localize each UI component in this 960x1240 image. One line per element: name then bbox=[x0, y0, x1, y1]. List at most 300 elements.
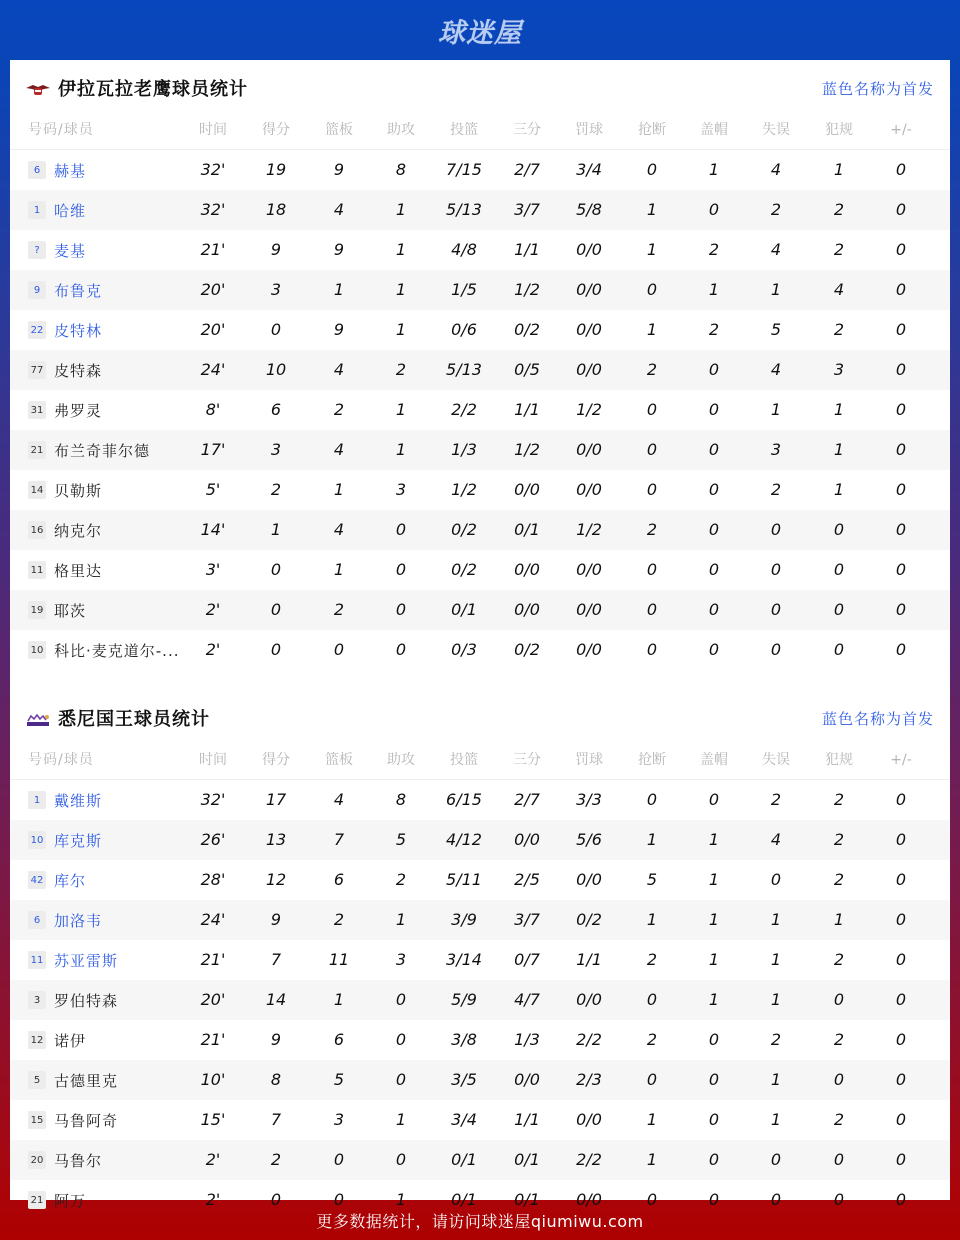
stat-free-throws: 2/3 bbox=[576, 1070, 602, 1089]
stat-turnovers: 2 bbox=[770, 1030, 782, 1049]
jersey-number-badge: 10 bbox=[28, 641, 46, 659]
player-cell[interactable] bbox=[28, 820, 198, 860]
stat-steals: 0 bbox=[646, 640, 658, 659]
table-row[interactable] bbox=[10, 270, 950, 310]
player-name[interactable]: 马鲁尔 bbox=[54, 1151, 103, 1170]
stat-minutes: 14' bbox=[200, 520, 226, 539]
stat-three-pointers: 0/0 bbox=[514, 600, 540, 619]
player-stats-table bbox=[10, 740, 950, 1220]
stat-free-throws: 5/8 bbox=[576, 200, 602, 219]
player-cell[interactable] bbox=[28, 430, 198, 470]
stat-three-pointers: 0/0 bbox=[514, 560, 540, 579]
stat-blocks: 0 bbox=[708, 600, 720, 619]
stat-rebounds: 0 bbox=[333, 1190, 345, 1209]
table-row[interactable] bbox=[10, 1100, 950, 1140]
stat-rebounds: 4 bbox=[333, 520, 345, 539]
jersey-number-badge: 14 bbox=[28, 481, 46, 499]
stat-blocks: 1 bbox=[708, 950, 720, 969]
stat-points: 3 bbox=[270, 440, 282, 459]
column-header-blocks: 盖帽 bbox=[700, 122, 728, 138]
player-cell[interactable] bbox=[28, 350, 198, 390]
stat-steals: 0 bbox=[646, 440, 658, 459]
stat-steals: 0 bbox=[646, 480, 658, 499]
stat-blocks: 1 bbox=[708, 280, 720, 299]
stat-turnovers: 1 bbox=[770, 280, 782, 299]
table-row[interactable] bbox=[10, 470, 950, 510]
table-row[interactable] bbox=[10, 900, 950, 940]
player-name[interactable]: 库尔 bbox=[54, 871, 87, 890]
footer-text[interactable]: 更多数据统计，请访问球迷屋qiumiwu.com bbox=[316, 1211, 644, 1231]
stat-assists: 0 bbox=[395, 600, 407, 619]
stat-blocks: 0 bbox=[708, 440, 720, 459]
player-cell[interactable] bbox=[28, 980, 198, 1020]
table-row[interactable] bbox=[10, 550, 950, 590]
stat-free-throws: 0/0 bbox=[576, 1110, 602, 1129]
jersey-number-badge: 6 bbox=[28, 161, 46, 179]
player-name[interactable]: 皮特林 bbox=[54, 321, 103, 340]
column-header-rebounds: 篮板 bbox=[325, 752, 353, 768]
stat-steals: 2 bbox=[646, 360, 658, 379]
stat-blocks: 0 bbox=[708, 560, 720, 579]
stat-steals: 1 bbox=[646, 1110, 658, 1129]
stat-turnovers: 2 bbox=[770, 200, 782, 219]
stat-points: 7 bbox=[270, 950, 282, 969]
stat-field-goals: 1/5 bbox=[451, 280, 477, 299]
stat-points: 0 bbox=[270, 320, 282, 339]
player-name[interactable]: 苏亚雷斯 bbox=[54, 951, 119, 970]
stat-points: 1 bbox=[270, 520, 282, 539]
player-cell[interactable] bbox=[28, 630, 198, 670]
table-row[interactable] bbox=[10, 820, 950, 860]
jersey-number-badge: ? bbox=[28, 241, 46, 259]
player-name[interactable]: 格里达 bbox=[54, 561, 103, 580]
stat-free-throws: 0/0 bbox=[576, 360, 602, 379]
team-logo-icon bbox=[26, 81, 50, 95]
table-row[interactable] bbox=[10, 1140, 950, 1180]
team-title bbox=[10, 705, 210, 731]
stat-field-goals: 5/9 bbox=[451, 990, 477, 1009]
stat-turnovers: 1 bbox=[770, 950, 782, 969]
stat-free-throws: 0/0 bbox=[576, 870, 602, 889]
jersey-number-badge: 11 bbox=[28, 561, 46, 579]
column-header-field-goals: 投篮 bbox=[450, 122, 478, 138]
stat-turnovers: 2 bbox=[770, 480, 782, 499]
jersey-number-badge: 9 bbox=[28, 281, 46, 299]
stat-steals: 1 bbox=[646, 240, 658, 259]
stat-fouls: 1 bbox=[833, 400, 845, 419]
player-name[interactable]: 库克斯 bbox=[54, 831, 103, 850]
stat-free-throws: 0/0 bbox=[576, 990, 602, 1009]
stat-field-goals: 3/5 bbox=[451, 1070, 477, 1089]
player-name[interactable]: 诺伊 bbox=[54, 1031, 87, 1050]
stat-assists: 1 bbox=[395, 440, 407, 459]
jersey-number-badge: 19 bbox=[28, 601, 46, 619]
starter-legend-note: 蓝色名称为首发 bbox=[821, 79, 934, 98]
brand-logo: 球迷屋 bbox=[438, 17, 522, 49]
stat-points: 10 bbox=[265, 360, 287, 379]
stat-fouls: 1 bbox=[833, 480, 845, 499]
stat-fouls: 2 bbox=[833, 200, 845, 219]
table-row[interactable] bbox=[10, 590, 950, 630]
player-cell[interactable] bbox=[28, 780, 198, 820]
stat-points: 0 bbox=[270, 560, 282, 579]
player-cell[interactable] bbox=[28, 270, 198, 310]
stat-blocks: 1 bbox=[708, 910, 720, 929]
stat-blocks: 0 bbox=[708, 400, 720, 419]
jersey-number-badge: 22 bbox=[28, 321, 46, 339]
stat-turnovers: 5 bbox=[770, 320, 782, 339]
stat-blocks: 0 bbox=[708, 1030, 720, 1049]
column-header-points: 得分 bbox=[262, 122, 290, 138]
top-bar bbox=[0, 0, 960, 60]
stat-points: 9 bbox=[270, 910, 282, 929]
stat-rebounds: 1 bbox=[333, 990, 345, 1009]
player-cell[interactable] bbox=[28, 510, 198, 550]
table-header-row bbox=[10, 110, 950, 150]
stat-three-pointers: 0/0 bbox=[514, 1070, 540, 1089]
stat-points: 7 bbox=[270, 1110, 282, 1129]
player-name[interactable]: 麦基 bbox=[54, 241, 87, 260]
player-cell[interactable] bbox=[28, 1140, 198, 1180]
stat-fouls: 0 bbox=[833, 600, 845, 619]
player-name[interactable]: 加洛韦 bbox=[54, 911, 103, 930]
column-header-field-goals: 投篮 bbox=[450, 752, 478, 768]
stat-fouls: 2 bbox=[833, 790, 845, 809]
player-cell[interactable] bbox=[28, 900, 198, 940]
stat-three-pointers: 0/1 bbox=[514, 520, 540, 539]
stat-blocks: 2 bbox=[708, 240, 720, 259]
stat-steals: 0 bbox=[646, 560, 658, 579]
stat-minutes: 2' bbox=[205, 1150, 221, 1169]
player-cell[interactable] bbox=[28, 190, 198, 230]
stat-minutes: 20' bbox=[200, 280, 226, 299]
player-cell[interactable] bbox=[28, 590, 198, 630]
stat-fouls: 4 bbox=[833, 280, 845, 299]
player-name[interactable]: 布鲁克 bbox=[54, 281, 103, 300]
stat-assists: 1 bbox=[395, 280, 407, 299]
player-name[interactable]: 马鲁阿奇 bbox=[54, 1111, 119, 1130]
player-cell[interactable] bbox=[28, 390, 198, 430]
player-cell[interactable] bbox=[28, 1020, 198, 1060]
stat-fouls: 2 bbox=[833, 870, 845, 889]
stat-points: 13 bbox=[265, 830, 287, 849]
stat-turnovers: 4 bbox=[770, 360, 782, 379]
player-cell[interactable] bbox=[28, 310, 198, 350]
stat-steals: 2 bbox=[646, 950, 658, 969]
stat-points: 12 bbox=[265, 870, 287, 889]
stat-turnovers: 0 bbox=[770, 1150, 782, 1169]
stat-rebounds: 1 bbox=[333, 480, 345, 499]
stat-free-throws: 1/1 bbox=[576, 950, 602, 969]
stat-field-goals: 5/11 bbox=[446, 870, 482, 889]
stat-turnovers: 0 bbox=[770, 520, 782, 539]
player-cell[interactable] bbox=[28, 230, 198, 270]
stat-field-goals: 3/9 bbox=[451, 910, 477, 929]
stat-assists: 0 bbox=[395, 1070, 407, 1089]
stat-three-pointers: 1/1 bbox=[514, 240, 540, 259]
stat-rebounds: 11 bbox=[328, 950, 350, 969]
stat-minutes: 2' bbox=[205, 600, 221, 619]
stat-turnovers: 0 bbox=[770, 1190, 782, 1209]
stat-minutes: 8' bbox=[205, 400, 221, 419]
stat-assists: 0 bbox=[395, 560, 407, 579]
table-row[interactable] bbox=[10, 390, 950, 430]
stat-plus-minus: 0 bbox=[895, 1030, 907, 1049]
player-name[interactable]: 贝勒斯 bbox=[54, 481, 103, 500]
stat-plus-minus: 0 bbox=[895, 1150, 907, 1169]
table-row[interactable] bbox=[10, 150, 950, 190]
stat-plus-minus: 0 bbox=[895, 990, 907, 1009]
stat-plus-minus: 0 bbox=[895, 870, 907, 889]
stat-rebounds: 0 bbox=[333, 640, 345, 659]
stat-points: 9 bbox=[270, 240, 282, 259]
player-name[interactable]: 阿万 bbox=[54, 1191, 87, 1210]
stat-field-goals: 0/6 bbox=[451, 320, 477, 339]
table-row[interactable] bbox=[10, 510, 950, 550]
stat-turnovers: 1 bbox=[770, 400, 782, 419]
stat-fouls: 3 bbox=[833, 360, 845, 379]
table-row[interactable] bbox=[10, 780, 950, 820]
stat-fouls: 2 bbox=[833, 1030, 845, 1049]
stat-minutes: 15' bbox=[200, 1110, 226, 1129]
stat-assists: 2 bbox=[395, 870, 407, 889]
stat-steals: 0 bbox=[646, 160, 658, 179]
table-row[interactable] bbox=[10, 1020, 950, 1060]
stat-field-goals: 4/8 bbox=[451, 240, 477, 259]
column-header-points: 得分 bbox=[262, 752, 290, 768]
stat-steals: 1 bbox=[646, 830, 658, 849]
player-name[interactable]: 弗罗灵 bbox=[54, 401, 103, 420]
stat-minutes: 20' bbox=[200, 990, 226, 1009]
stat-plus-minus: 0 bbox=[895, 1070, 907, 1089]
player-name[interactable]: 古德里克 bbox=[54, 1071, 119, 1090]
team-title-text: 伊拉瓦拉老鹰球员统计 bbox=[58, 79, 248, 100]
stat-field-goals: 0/2 bbox=[451, 560, 477, 579]
stat-assists: 0 bbox=[395, 1150, 407, 1169]
stat-blocks: 0 bbox=[708, 1070, 720, 1089]
stat-points: 8 bbox=[270, 1070, 282, 1089]
stat-minutes: 21' bbox=[200, 1030, 226, 1049]
player-name[interactable]: 布兰奇菲尔德 bbox=[54, 441, 151, 460]
column-header-three-pointers: 三分 bbox=[513, 752, 541, 768]
stat-turnovers: 3 bbox=[770, 440, 782, 459]
stat-steals: 0 bbox=[646, 400, 658, 419]
stat-points: 0 bbox=[270, 1190, 282, 1209]
stat-rebounds: 7 bbox=[333, 830, 345, 849]
stat-field-goals: 0/1 bbox=[451, 600, 477, 619]
stat-field-goals: 0/1 bbox=[451, 1190, 477, 1209]
stat-steals: 0 bbox=[646, 280, 658, 299]
stat-field-goals: 1/3 bbox=[451, 440, 477, 459]
stat-free-throws: 0/2 bbox=[576, 910, 602, 929]
stat-free-throws: 2/2 bbox=[576, 1150, 602, 1169]
stat-fouls: 2 bbox=[833, 830, 845, 849]
stat-minutes: 2' bbox=[205, 1190, 221, 1209]
column-header-free-throws: 罚球 bbox=[575, 122, 603, 138]
table-row[interactable] bbox=[10, 310, 950, 350]
stat-assists: 1 bbox=[395, 910, 407, 929]
stat-free-throws: 1/2 bbox=[576, 520, 602, 539]
stat-rebounds: 9 bbox=[333, 160, 345, 179]
player-name[interactable]: 赫基 bbox=[54, 161, 87, 180]
stat-field-goals: 0/1 bbox=[451, 1150, 477, 1169]
stat-blocks: 1 bbox=[708, 990, 720, 1009]
column-header-three-pointers: 三分 bbox=[513, 122, 541, 138]
column-header-steals: 抢断 bbox=[638, 752, 666, 768]
stat-assists: 0 bbox=[395, 1030, 407, 1049]
stat-three-pointers: 0/7 bbox=[514, 950, 540, 969]
table-row[interactable] bbox=[10, 350, 950, 390]
jersey-number-badge: 1 bbox=[28, 791, 46, 809]
stat-free-throws: 0/0 bbox=[576, 440, 602, 459]
stat-three-pointers: 1/2 bbox=[514, 440, 540, 459]
jersey-number-badge: 21 bbox=[28, 441, 46, 459]
player-cell[interactable] bbox=[28, 150, 198, 190]
stat-points: 19 bbox=[265, 160, 287, 179]
stat-plus-minus: 0 bbox=[895, 400, 907, 419]
stat-field-goals: 3/14 bbox=[446, 950, 482, 969]
table-row[interactable] bbox=[10, 230, 950, 270]
stat-free-throws: 2/2 bbox=[576, 1030, 602, 1049]
team-title-text: 悉尼国王球员统计 bbox=[58, 709, 210, 730]
stat-steals: 1 bbox=[646, 320, 658, 339]
player-name[interactable]: 科比·麦克道尔-... bbox=[54, 641, 180, 660]
stat-minutes: 5' bbox=[205, 480, 221, 499]
player-name[interactable]: 哈维 bbox=[54, 201, 87, 220]
stat-fouls: 1 bbox=[833, 160, 845, 179]
stat-turnovers: 0 bbox=[770, 560, 782, 579]
jersey-number-badge: 21 bbox=[28, 1191, 46, 1209]
stat-free-throws: 0/0 bbox=[576, 640, 602, 659]
stat-minutes: 3' bbox=[205, 560, 221, 579]
stat-plus-minus: 0 bbox=[895, 910, 907, 929]
stat-three-pointers: 1/1 bbox=[514, 400, 540, 419]
stat-assists: 0 bbox=[395, 640, 407, 659]
column-header-fouls: 犯规 bbox=[825, 752, 853, 768]
stat-steals: 1 bbox=[646, 910, 658, 929]
stat-turnovers: 0 bbox=[770, 600, 782, 619]
stat-blocks: 1 bbox=[708, 830, 720, 849]
player-cell[interactable] bbox=[28, 860, 198, 900]
table-row[interactable] bbox=[10, 1060, 950, 1100]
stat-steals: 0 bbox=[646, 1190, 658, 1209]
stat-free-throws: 0/0 bbox=[576, 600, 602, 619]
stat-turnovers: 1 bbox=[770, 1070, 782, 1089]
footer-banner bbox=[0, 1200, 960, 1240]
stat-assists: 1 bbox=[395, 240, 407, 259]
column-header-free-throws: 罚球 bbox=[575, 752, 603, 768]
player-cell[interactable] bbox=[28, 940, 198, 980]
stat-three-pointers: 0/0 bbox=[514, 480, 540, 499]
stat-three-pointers: 3/7 bbox=[514, 200, 540, 219]
table-row[interactable] bbox=[10, 430, 950, 470]
stat-free-throws: 0/0 bbox=[576, 560, 602, 579]
jersey-number-badge: 16 bbox=[28, 521, 46, 539]
stat-field-goals: 0/3 bbox=[451, 640, 477, 659]
stat-plus-minus: 0 bbox=[895, 600, 907, 619]
stat-rebounds: 2 bbox=[333, 600, 345, 619]
stat-rebounds: 3 bbox=[333, 1110, 345, 1129]
stat-minutes: 17' bbox=[200, 440, 226, 459]
stat-points: 2 bbox=[270, 1150, 282, 1169]
player-name[interactable]: 皮特森 bbox=[54, 361, 103, 380]
stat-plus-minus: 0 bbox=[895, 360, 907, 379]
player-name[interactable]: 戴维斯 bbox=[54, 791, 103, 810]
stat-field-goals: 5/13 bbox=[446, 200, 482, 219]
stat-points: 6 bbox=[270, 400, 282, 419]
jersey-number-badge: 77 bbox=[28, 361, 46, 379]
stat-three-pointers: 3/7 bbox=[514, 910, 540, 929]
table-row[interactable] bbox=[10, 980, 950, 1020]
stat-fouls: 2 bbox=[833, 320, 845, 339]
stat-plus-minus: 0 bbox=[895, 440, 907, 459]
stats-card bbox=[10, 60, 950, 1210]
stat-blocks: 0 bbox=[708, 1150, 720, 1169]
stat-rebounds: 6 bbox=[333, 870, 345, 889]
team-logo-icon bbox=[26, 711, 50, 725]
table-row[interactable] bbox=[10, 940, 950, 980]
stat-rebounds: 1 bbox=[333, 280, 345, 299]
team-section-header bbox=[10, 68, 950, 108]
stat-assists: 1 bbox=[395, 320, 407, 339]
stat-plus-minus: 0 bbox=[895, 520, 907, 539]
stat-plus-minus: 0 bbox=[895, 320, 907, 339]
player-cell[interactable] bbox=[28, 550, 198, 590]
stat-minutes: 32' bbox=[200, 790, 226, 809]
column-header-steals: 抢断 bbox=[638, 122, 666, 138]
player-cell[interactable] bbox=[28, 470, 198, 510]
stat-turnovers: 0 bbox=[770, 640, 782, 659]
stat-turnovers: 4 bbox=[770, 240, 782, 259]
jersey-number-badge: 15 bbox=[28, 1111, 46, 1129]
stat-points: 0 bbox=[270, 600, 282, 619]
stat-steals: 1 bbox=[646, 1150, 658, 1169]
stat-free-throws: 3/4 bbox=[576, 160, 602, 179]
stat-plus-minus: 0 bbox=[895, 480, 907, 499]
jersey-number-badge: 10 bbox=[28, 831, 46, 849]
player-name[interactable]: 罗伯特森 bbox=[54, 991, 119, 1010]
stat-points: 2 bbox=[270, 480, 282, 499]
stat-three-pointers: 0/2 bbox=[514, 320, 540, 339]
stat-minutes: 24' bbox=[200, 360, 226, 379]
stat-assists: 0 bbox=[395, 990, 407, 1009]
stat-fouls: 0 bbox=[833, 990, 845, 1009]
stat-rebounds: 1 bbox=[333, 560, 345, 579]
table-row[interactable] bbox=[10, 860, 950, 900]
stat-fouls: 0 bbox=[833, 1070, 845, 1089]
stat-points: 0 bbox=[270, 640, 282, 659]
player-name[interactable]: 耶茨 bbox=[54, 601, 87, 620]
player-cell[interactable] bbox=[28, 1100, 198, 1140]
table-header-row bbox=[10, 740, 950, 780]
stat-rebounds: 5 bbox=[333, 1070, 345, 1089]
stat-rebounds: 0 bbox=[333, 1150, 345, 1169]
column-header-blocks: 盖帽 bbox=[700, 752, 728, 768]
stat-assists: 1 bbox=[395, 1190, 407, 1209]
table-row[interactable] bbox=[10, 630, 950, 670]
stat-three-pointers: 0/1 bbox=[514, 1150, 540, 1169]
stat-rebounds: 2 bbox=[333, 910, 345, 929]
stat-three-pointers: 1/1 bbox=[514, 1110, 540, 1129]
stat-field-goals: 0/2 bbox=[451, 520, 477, 539]
player-cell[interactable] bbox=[28, 1060, 198, 1100]
stat-rebounds: 4 bbox=[333, 790, 345, 809]
jersey-number-badge: 31 bbox=[28, 401, 46, 419]
jersey-number-badge: 42 bbox=[28, 871, 46, 889]
stat-three-pointers: 0/5 bbox=[514, 360, 540, 379]
table-row[interactable] bbox=[10, 190, 950, 230]
player-name[interactable]: 纳克尔 bbox=[54, 521, 103, 540]
